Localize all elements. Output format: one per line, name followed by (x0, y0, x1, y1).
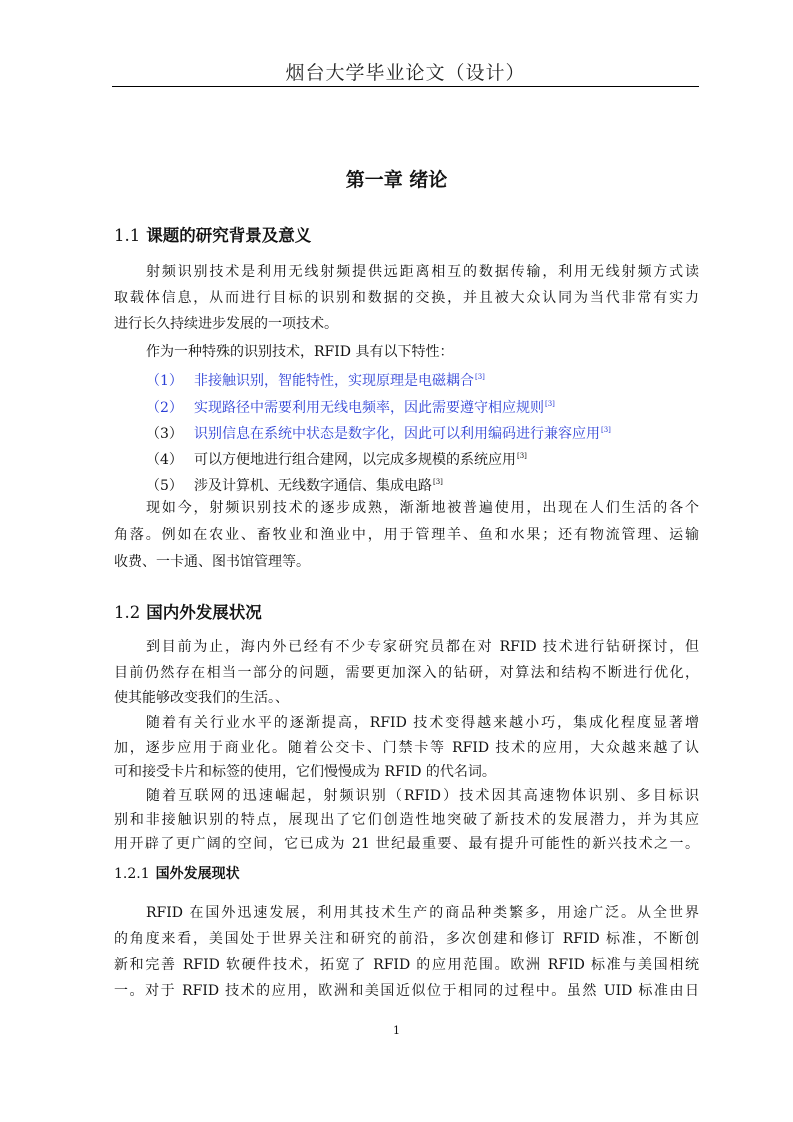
list-text: 识别信息在系统中状态是数字化，因此可以利用编码进行兼容应用 (194, 426, 600, 442)
list-item[interactable] (146, 367, 485, 391)
paragraph-line: RFID 在国外迅速发展，利用其技术生产的商品种类繁多，用途广泛。从全世界 (146, 905, 699, 921)
paragraph-line: 进行长久持续进步发展的一项技术。 (114, 316, 338, 332)
paragraph-line: 取载体信息，从而进行目标的识别和数据的交换，并且被大众认同为当代非常有实力 (114, 290, 699, 306)
paragraph-line: 到目前为止，海内外已经有不少专家研究员都在对 RFID 技术进行钻研探讨，但 (146, 639, 699, 655)
paragraph-line: 别和非接触识别的特点，展现出了它们创造性地突破了新技术的发展潜力，并为其应 (114, 812, 699, 828)
paragraph-line: 目前仍然存在相当一部分的问题，需要更加深入的钻研，对算法和结构不断进行优化， (114, 665, 699, 681)
list-item[interactable] (146, 420, 611, 444)
section-title: 课题的研究背景及意义 (146, 226, 312, 245)
section-number: 1.2.1 (114, 866, 150, 882)
paragraph-line: 作为一种特殊的识别技术，RFID 具有以下特性： (146, 344, 454, 360)
list-item (146, 472, 443, 496)
citation-ref[interactable]: [3] (517, 452, 527, 460)
chapter-title: 第一章 绪论 (345, 169, 448, 191)
paragraph-line: 收费、一卡通、图书馆管理等。 (114, 554, 310, 570)
citation-ref[interactable]: [3] (601, 426, 611, 434)
section-title: 国外发展现状 (155, 866, 240, 882)
list-marker: （1） (146, 373, 183, 389)
page-number: 1 (393, 1024, 400, 1037)
section-number: 1.2 (114, 603, 141, 622)
paragraph-line: 新和完善 RFID 软硬件技术，拓宽了 RFID 的应用范围。欧洲 RFID 标准与美国相统 (114, 957, 699, 973)
paragraph-line: 现如今，射频识别技术的逐步成熟，渐渐地被普遍使用，出现在人们生活的各个 (146, 500, 699, 516)
list-item (146, 446, 527, 470)
section-number: 1.1 (114, 226, 141, 245)
paragraph-line: 随着互联网的迅速崛起，射频识别（RFID）技术因其高速物体识别、多目标识 (146, 788, 699, 804)
list-marker: （4） (146, 452, 183, 468)
section-heading-1-1 (114, 222, 311, 246)
list-marker: （5） (146, 478, 183, 494)
page-header (112, 52, 699, 87)
list-text: 实现路径中需要利用无线电频率，因此需要遵守相应规则 (194, 400, 544, 416)
paragraph-line: 角落。例如在农业、畜牧业和渔业中，用于管理羊、鱼和水果；还有物流管理、运输 (114, 527, 699, 543)
section-title: 国内外发展状况 (146, 603, 262, 622)
paragraph-line: 使其能够改变我们的生活。、 (114, 690, 289, 706)
paragraph-line: 加，逐步应用于商业化。随着公交卡、门禁卡等 RFID 技术的应用，大众越来越了认 (114, 740, 699, 756)
list-text: 可以方便地进行组合建网，以完成多规模的系统应用 (194, 452, 516, 468)
list-marker: （2） (146, 400, 183, 416)
paragraph-line: 的角度来看，美国处于世界关注和研究的前沿，多次创建和修订 RFID 标准，不断创 (114, 931, 699, 947)
paragraph-line: 射频识别技术是利用无线射频提供远距离相互的数据传输，利用无线射频方式读 (146, 264, 699, 280)
list-item[interactable] (146, 394, 555, 418)
header-title: 烟台大学毕业论文（设计） (285, 62, 526, 84)
citation-ref[interactable]: [3] (475, 373, 485, 381)
subsection-heading-1-2-1 (114, 863, 240, 883)
list-text: 非接触识别，智能特性，实现原理是电磁耦合 (194, 373, 474, 389)
paragraph-line: 用开辟了更广阔的空间，它已成为 21 世纪最重要、最有提升可能性的新兴技术之一。 (114, 836, 699, 852)
paragraph-line: 一。对于 RFID 技术的应用，欧洲和美国近似位于相同的过程中。虽然 UID 标准由日 (114, 983, 699, 999)
citation-ref[interactable]: [3] (433, 478, 443, 486)
section-heading-1-2 (114, 599, 262, 623)
paragraph-line: 随着有关行业水平的逐渐提高，RFID 技术变得越来越小巧，集成化程度显著增 (146, 715, 699, 731)
list-marker: （3） (146, 426, 183, 442)
paragraph-line: 可和接受卡片和标签的使用，它们慢慢成为 RFID 的代名词。 (114, 764, 496, 780)
citation-ref[interactable]: [3] (545, 400, 555, 408)
list-text: 涉及计算机、无线数字通信、集成电路 (194, 478, 432, 494)
